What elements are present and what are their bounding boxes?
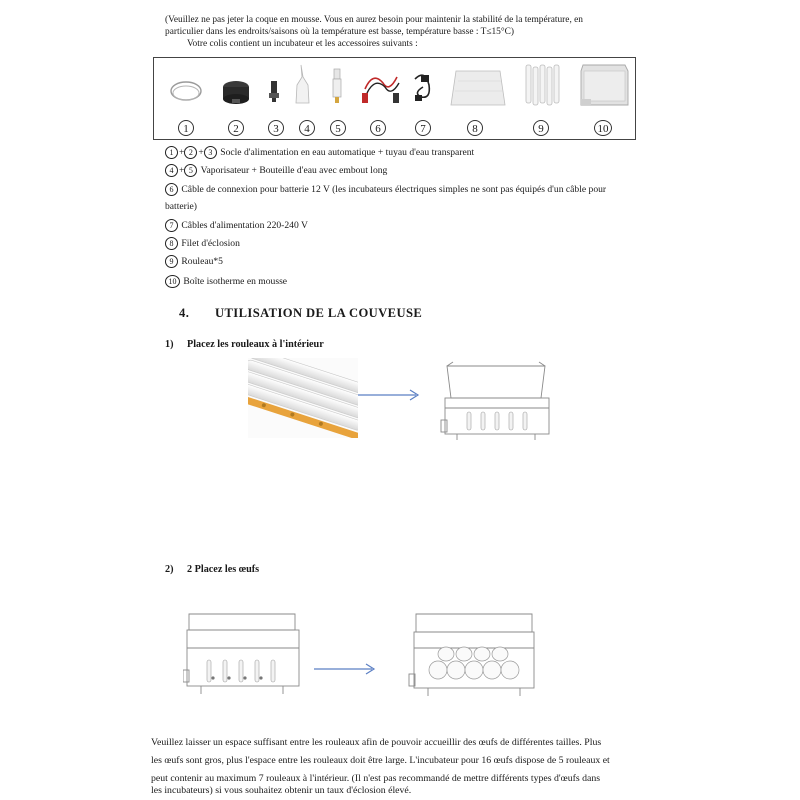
legend-item-continuation: [165, 200, 197, 213]
part-number: 10: [594, 120, 612, 136]
incubator-rollers-illustration: [437, 358, 555, 443]
legend-sep: +: [198, 147, 204, 158]
legend-item: [165, 164, 387, 177]
small-connector-icon: [269, 81, 279, 102]
legend-text: Boîte isotherme en mousse: [183, 276, 288, 287]
step-number: 1): [165, 339, 174, 350]
part-number: 1: [178, 120, 194, 136]
rollers-icon: [526, 65, 559, 105]
incubator-empty-illustration: [183, 608, 303, 700]
legend-sep: +: [179, 147, 185, 158]
part-number: 5: [330, 120, 346, 136]
legend-text: Rouleau*5: [181, 256, 223, 267]
section-number: 4.: [179, 306, 190, 320]
legend-mark: 6: [165, 183, 178, 196]
paragraph-line-2: les œufs sont gros, plus l'espace entre les rouleaux doit être large. L'incubateur pour 16 œufs dispose de 5 rouleaux et: [151, 755, 610, 766]
legend-mark: 8: [165, 237, 178, 250]
section-title: UTILISATION DE LA COUVEUSE: [215, 306, 423, 320]
legend-mark: 5: [184, 164, 197, 177]
vaporizer-icon: [333, 69, 341, 103]
part-number: 9: [533, 120, 549, 136]
hatching-net-icon: [451, 71, 505, 105]
legend-mark: 10: [165, 275, 180, 288]
intro-line-1: (Veuillez ne pas jeter la coque en mousse. Vous en aurez besoin pour maintenir la stabilité de la température, en: [165, 15, 583, 25]
step-title: 2 Placez les œufs: [187, 564, 260, 575]
arrow-icon: [312, 662, 378, 676]
part-number: 8: [467, 120, 483, 136]
paragraph-line-1: Veuillez laisser un espace suffisant entre les rouleaux afin de pouvoir accueillir des œufs de différentes tailles. Plus: [151, 737, 602, 748]
part-number: 3: [268, 120, 284, 136]
legend-item: [165, 146, 474, 159]
legend-mark: 9: [165, 255, 178, 268]
paragraph-line-4: les incubateurs) si vous souhaitez obtenir un taux d'éclosion élevé.: [151, 785, 412, 796]
intro-line-2: particulier dans les endroits/saisons où la température est basse, température basse : T≤15°C): [165, 27, 514, 37]
legend-item: [165, 275, 287, 288]
legend-text: Câbles d'alimentation 220-240 V: [181, 220, 308, 231]
legend-mark: 3: [204, 146, 217, 159]
foam-box-icon: [581, 65, 628, 105]
legend-text: Filet d'éclosion: [181, 238, 240, 249]
legend-item: [165, 237, 240, 250]
part-number: 4: [299, 120, 315, 136]
part-number: 2: [228, 120, 244, 136]
legend-item: [165, 183, 606, 196]
legend-sep: +: [179, 165, 185, 176]
legend-item: [165, 255, 223, 268]
spray-bottle-icon: [296, 65, 309, 103]
water-base-icon: [223, 81, 249, 104]
intro-line-3: Votre colis contient un incubateur et les accessoires suivants :: [187, 39, 418, 49]
power-cable-icon: [415, 75, 429, 101]
parts-illustrations: [153, 57, 636, 140]
battery-cable-icon: [362, 77, 399, 103]
legend-text: Vaporisateur + Bouteille d'eau avec embout long: [200, 165, 388, 176]
step-number: 2): [165, 564, 174, 575]
incubator-eggs-illustration: [408, 608, 540, 700]
part-number: 6: [370, 120, 386, 136]
legend-text: Socle d'alimentation en eau automatique + tuyau d'eau transparent: [220, 147, 475, 158]
tube-coil-icon: [171, 82, 201, 100]
legend-text: Câble de connexion pour batterie 12 V (les incubateurs électriques simples ne sont pas équipés d'un câble pour: [181, 184, 607, 195]
legend-item: [165, 219, 308, 232]
step-title: Placez les rouleaux à l'intérieur: [187, 339, 324, 350]
legend-mark: 4: [165, 164, 178, 177]
part-number: 7: [415, 120, 431, 136]
arrow-icon: [356, 388, 422, 402]
rollers-closeup-illustration: [248, 358, 358, 438]
legend-mark: 2: [184, 146, 197, 159]
legend-mark: 7: [165, 219, 178, 232]
paragraph-line-3: peut contenir au maximum 7 rouleaux à l'intérieur. (Il n'est pas recommandé de mettre différents types d'œufs dans: [151, 773, 601, 784]
legend-text: batterie): [165, 201, 197, 212]
legend-mark: 1: [165, 146, 178, 159]
